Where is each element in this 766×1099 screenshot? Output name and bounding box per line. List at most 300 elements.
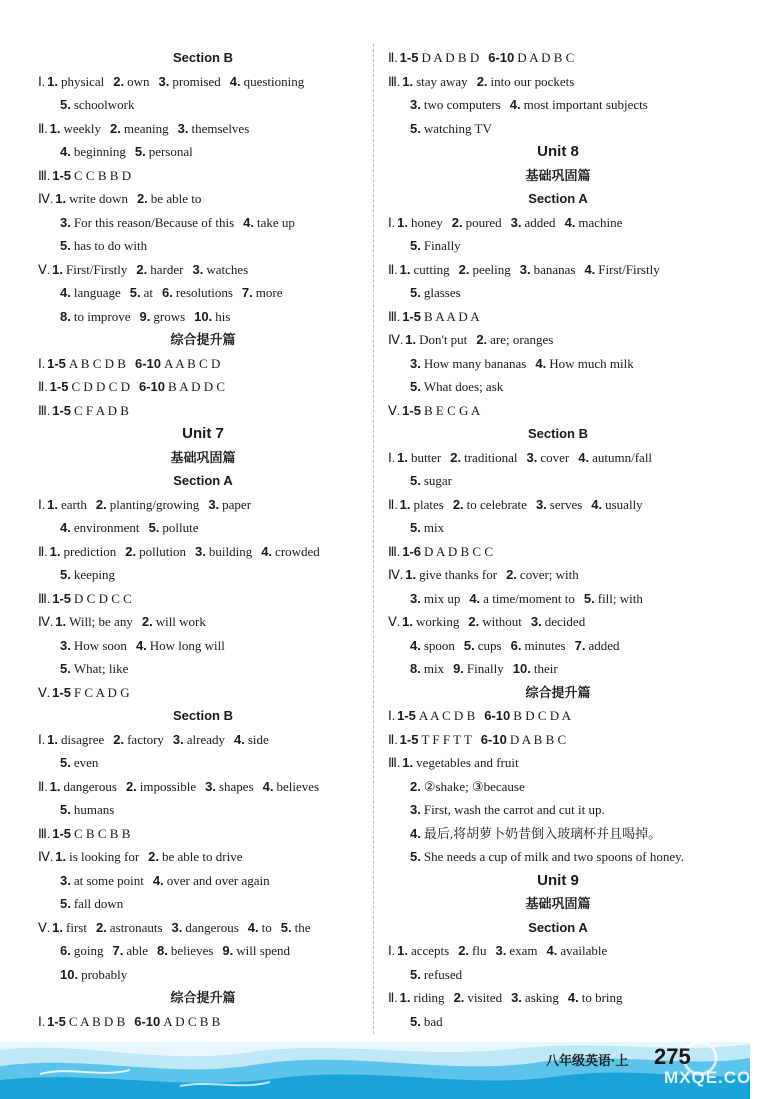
item-answer: added bbox=[588, 637, 620, 653]
item-number: 4. bbox=[509, 97, 521, 112]
answer-row bbox=[38, 802, 123, 818]
answer-row bbox=[38, 520, 208, 536]
item-answer: Don't put bbox=[419, 332, 468, 347]
answer-row bbox=[388, 497, 652, 513]
item-answer: plates bbox=[413, 496, 444, 512]
item-answer: grows bbox=[153, 308, 186, 324]
item-number: 5. bbox=[280, 919, 292, 935]
answer-item bbox=[453, 497, 527, 512]
item-number: 5. bbox=[410, 473, 421, 488]
answer-item bbox=[60, 215, 234, 230]
item-number: 1. bbox=[405, 567, 417, 582]
roman-numeral: Ⅰ. bbox=[38, 496, 46, 512]
answer-item bbox=[261, 544, 320, 559]
answer-item bbox=[52, 403, 129, 418]
answer-item bbox=[173, 732, 225, 747]
item-answer: humans bbox=[73, 802, 115, 817]
answer-item bbox=[402, 309, 479, 324]
section-heading: Section A bbox=[528, 919, 588, 935]
item-answer: ②shake; ③because bbox=[423, 778, 525, 794]
item-answer: already bbox=[186, 731, 226, 747]
roman-numeral: Ⅲ. bbox=[388, 755, 401, 770]
category-heading: 综合提升篇 bbox=[525, 684, 591, 700]
item-answer: cups bbox=[477, 637, 502, 653]
item-answer: probably bbox=[81, 966, 128, 982]
answer-row bbox=[388, 990, 632, 1006]
roman-numeral: Ⅲ. bbox=[38, 402, 51, 418]
answer-item bbox=[410, 661, 444, 676]
item-answer: T F F T T bbox=[421, 731, 472, 747]
answer-item bbox=[113, 732, 164, 747]
answer-item bbox=[531, 614, 585, 629]
item-answer: 最后,将胡萝卜奶昔倒入玻璃杯并且喝掉。 bbox=[423, 825, 662, 841]
roman-numeral: Ⅱ. bbox=[388, 261, 398, 277]
item-answer: D A D B C C bbox=[424, 543, 494, 559]
item-answer: pollution bbox=[139, 543, 187, 559]
item-answer: paper bbox=[222, 496, 252, 512]
answer-item bbox=[112, 943, 148, 958]
item-answer: How long will bbox=[149, 637, 225, 653]
answer-item bbox=[397, 450, 441, 465]
item-answer: A B C D B bbox=[68, 355, 126, 371]
answer-row bbox=[38, 1014, 229, 1030]
answer-row bbox=[388, 802, 614, 818]
item-number: 4. bbox=[535, 355, 547, 371]
item-answer: own bbox=[127, 73, 150, 89]
answer-row bbox=[388, 262, 669, 278]
answer-item bbox=[410, 520, 444, 535]
answer-item bbox=[136, 638, 225, 653]
roman-numeral: Ⅰ. bbox=[38, 355, 46, 371]
answer-item bbox=[47, 732, 104, 747]
item-number: 6. bbox=[60, 943, 71, 958]
answer-item bbox=[50, 779, 117, 794]
item-answer: refused bbox=[423, 966, 463, 982]
answer-item bbox=[205, 779, 254, 794]
answer-item bbox=[410, 826, 661, 841]
item-number: 4. bbox=[261, 543, 273, 559]
item-answer: A A B C D bbox=[164, 355, 221, 371]
answer-row bbox=[38, 544, 329, 560]
item-number: 6-10 bbox=[134, 1013, 161, 1029]
item-answer: B A A D A bbox=[424, 308, 480, 324]
item-answer: For this reason/Because of this bbox=[73, 214, 235, 230]
item-answer: mix up bbox=[423, 590, 461, 606]
roman-numeral: Ⅴ. bbox=[388, 402, 401, 418]
item-answer: D A D B C bbox=[517, 50, 575, 65]
answer-row bbox=[38, 896, 132, 912]
item-answer: available bbox=[560, 943, 608, 958]
answer-item bbox=[96, 920, 163, 935]
item-number: 10. bbox=[512, 661, 531, 676]
item-number: 7. bbox=[574, 637, 586, 653]
item-number: 4. bbox=[234, 731, 245, 747]
answer-row bbox=[388, 520, 453, 536]
roman-numeral: Ⅱ. bbox=[388, 731, 398, 747]
item-answer: planting/growing bbox=[109, 496, 200, 512]
answer-item bbox=[60, 873, 144, 888]
roman-numeral: Ⅲ. bbox=[388, 73, 401, 89]
item-answer: usually bbox=[605, 496, 643, 512]
item-number: 6-10 bbox=[480, 731, 507, 747]
item-answer: D C D C C bbox=[74, 590, 132, 606]
item-number: 1. bbox=[397, 449, 408, 465]
item-answer: over and over again bbox=[166, 872, 270, 888]
item-number: 3. bbox=[60, 214, 71, 230]
item-answer: beginning bbox=[73, 144, 126, 159]
answer-item bbox=[47, 356, 126, 371]
item-number: 1. bbox=[49, 778, 61, 794]
answer-item bbox=[60, 567, 115, 582]
item-number: 1. bbox=[402, 73, 414, 89]
answer-row bbox=[38, 661, 137, 677]
item-answer: two computers bbox=[423, 97, 501, 112]
item-number: 1-5 bbox=[52, 167, 72, 183]
answer-item bbox=[60, 802, 114, 817]
item-number: 1-5 bbox=[397, 708, 416, 723]
item-number: 1-5 bbox=[52, 402, 72, 418]
roman-numeral: Ⅰ. bbox=[38, 1013, 46, 1029]
item-answer: butter bbox=[410, 449, 442, 465]
item-number: 1. bbox=[399, 261, 411, 277]
item-number: 2. bbox=[113, 73, 125, 89]
item-number: 6-10 bbox=[138, 379, 165, 394]
answer-item bbox=[536, 497, 582, 512]
item-answer: be able to bbox=[150, 191, 202, 206]
answer-item bbox=[527, 450, 570, 465]
item-answer: mix bbox=[423, 661, 445, 676]
item-answer: to celebrate bbox=[466, 496, 527, 512]
item-number: 3. bbox=[510, 214, 522, 230]
item-answer: first bbox=[66, 919, 87, 935]
item-number: 1. bbox=[397, 214, 408, 230]
answer-row bbox=[388, 708, 580, 724]
item-number: 2. bbox=[453, 990, 465, 1005]
item-number: 5. bbox=[60, 567, 71, 582]
answer-row bbox=[388, 849, 693, 865]
answer-row bbox=[38, 215, 304, 231]
item-number: 5. bbox=[60, 896, 71, 911]
answer-row bbox=[38, 567, 124, 583]
item-number: 4. bbox=[546, 943, 558, 958]
answer-item bbox=[402, 403, 480, 418]
answer-item bbox=[575, 638, 620, 653]
roman-numeral: Ⅱ. bbox=[38, 120, 48, 136]
item-answer: to improve bbox=[73, 308, 131, 324]
category-heading: 综合提升篇 bbox=[170, 990, 236, 1005]
answer-item bbox=[584, 591, 643, 606]
item-answer: side bbox=[247, 731, 269, 747]
answer-item bbox=[47, 497, 87, 512]
answer-item bbox=[397, 708, 475, 723]
item-number: 5. bbox=[410, 849, 421, 864]
item-answer: exam bbox=[509, 943, 538, 958]
answer-item bbox=[405, 567, 497, 582]
answer-item bbox=[192, 262, 248, 277]
item-number: 3. bbox=[410, 590, 421, 606]
item-answer: visited bbox=[467, 990, 503, 1005]
item-number: 3. bbox=[535, 496, 547, 512]
book-title: 八年级英语·上 bbox=[546, 1053, 629, 1068]
item-number: 1-5 bbox=[52, 590, 72, 606]
item-answer: C B C B B bbox=[74, 825, 131, 841]
item-number: 2. bbox=[136, 191, 148, 206]
roman-numeral: Ⅲ. bbox=[38, 825, 51, 841]
item-number: 3. bbox=[171, 919, 183, 935]
item-answer: F C A D G bbox=[73, 684, 130, 700]
item-number: 4. bbox=[567, 990, 579, 1005]
answer-item bbox=[402, 74, 467, 89]
answer-item bbox=[568, 990, 623, 1005]
roman-numeral: Ⅳ. bbox=[38, 614, 54, 629]
answer-row bbox=[388, 332, 562, 348]
item-number: 4. bbox=[591, 496, 603, 512]
answer-item bbox=[60, 896, 123, 911]
answer-row bbox=[38, 144, 202, 160]
item-number: 1. bbox=[47, 73, 58, 89]
item-number: 3. bbox=[177, 120, 189, 136]
answer-row bbox=[38, 285, 291, 301]
category-heading: 基础巩固篇 bbox=[525, 167, 591, 183]
item-answer: Will; be any bbox=[69, 614, 133, 629]
roman-numeral: Ⅰ. bbox=[388, 214, 396, 230]
item-answer: traditional bbox=[464, 449, 518, 465]
answer-item bbox=[410, 591, 460, 606]
item-answer: watching TV bbox=[423, 120, 492, 136]
item-number: 3. bbox=[158, 73, 170, 89]
answer-item bbox=[47, 74, 104, 89]
item-answer: without bbox=[482, 614, 522, 629]
item-number: 5. bbox=[134, 144, 146, 159]
item-number: 4. bbox=[469, 590, 481, 606]
item-number: 1. bbox=[55, 191, 67, 206]
item-answer: will work bbox=[155, 614, 206, 629]
item-number: 1-5 bbox=[402, 308, 422, 324]
answer-item bbox=[234, 732, 269, 747]
answer-row bbox=[388, 450, 661, 466]
item-number: 1-5 bbox=[402, 402, 421, 418]
item-number: 4. bbox=[152, 872, 164, 888]
answer-item bbox=[52, 826, 130, 841]
item-number: 1-5 bbox=[52, 684, 71, 700]
answer-item bbox=[50, 121, 101, 136]
item-answer: C C B B D bbox=[74, 167, 132, 183]
answer-item bbox=[464, 638, 502, 653]
answer-row bbox=[38, 591, 141, 607]
answer-item bbox=[172, 920, 239, 935]
item-answer: themselves bbox=[191, 120, 250, 136]
item-answer: How many bananas bbox=[423, 355, 527, 371]
item-number: 3. bbox=[519, 261, 531, 277]
answer-row bbox=[38, 238, 156, 254]
item-number: 4. bbox=[564, 214, 576, 230]
item-answer: dangerous bbox=[63, 778, 117, 794]
item-answer: bad bbox=[423, 1013, 443, 1029]
item-answer: schoolwork bbox=[73, 97, 135, 112]
item-number: 2. bbox=[476, 332, 488, 347]
roman-numeral: Ⅳ. bbox=[38, 191, 54, 206]
answer-item bbox=[535, 356, 633, 371]
item-number: 6-10 bbox=[134, 355, 161, 371]
answer-item bbox=[126, 779, 196, 794]
item-number: 1. bbox=[55, 614, 67, 629]
item-answer: language bbox=[73, 285, 121, 300]
item-answer: weekly bbox=[63, 120, 102, 136]
item-answer: their bbox=[533, 661, 558, 676]
answer-item bbox=[584, 262, 659, 277]
item-answer: at some point bbox=[73, 872, 144, 888]
answer-row bbox=[38, 97, 144, 113]
item-answer: is looking for bbox=[69, 849, 140, 864]
answer-row bbox=[388, 97, 657, 113]
item-number: 4. bbox=[410, 637, 421, 653]
answer-item bbox=[52, 920, 87, 935]
answer-row bbox=[388, 403, 489, 419]
item-number: 1. bbox=[402, 755, 414, 770]
answer-row bbox=[388, 591, 652, 607]
answer-item bbox=[135, 144, 193, 159]
section-heading: Section B bbox=[528, 426, 588, 441]
answer-item bbox=[52, 168, 131, 183]
item-number: 1-5 bbox=[49, 379, 69, 394]
item-answer: C A B D B bbox=[68, 1013, 126, 1029]
answer-item bbox=[60, 144, 126, 159]
item-number: 4. bbox=[410, 825, 421, 841]
item-number: 2. bbox=[458, 261, 470, 277]
item-number: 1-5 bbox=[47, 1013, 66, 1029]
item-answer: keeping bbox=[73, 567, 115, 582]
item-answer: to bbox=[261, 919, 272, 935]
item-answer: fill; with bbox=[597, 590, 643, 606]
answer-item bbox=[96, 497, 199, 512]
answer-row bbox=[38, 685, 139, 701]
item-number: 3. bbox=[60, 637, 71, 653]
answer-item bbox=[142, 614, 206, 629]
roman-numeral: Ⅱ. bbox=[388, 50, 398, 65]
roman-numeral: Ⅰ. bbox=[388, 708, 396, 723]
roman-numeral: Ⅰ. bbox=[388, 943, 396, 958]
item-answer: shapes bbox=[218, 778, 254, 794]
answer-item bbox=[511, 990, 559, 1005]
roman-numeral: Ⅰ. bbox=[388, 449, 396, 465]
answer-row bbox=[38, 356, 229, 372]
item-answer: astronauts bbox=[109, 919, 163, 935]
item-number: 4. bbox=[243, 214, 254, 230]
item-number: 6-10 bbox=[488, 50, 515, 65]
item-answer: stay away bbox=[416, 73, 468, 89]
answer-item bbox=[157, 943, 213, 958]
item-answer: resolutions bbox=[175, 285, 233, 300]
roman-numeral: Ⅱ. bbox=[38, 543, 48, 559]
item-answer: personal bbox=[148, 144, 193, 159]
answer-row bbox=[38, 920, 320, 936]
answer-row bbox=[388, 215, 631, 231]
item-number: 4. bbox=[584, 261, 596, 277]
item-answer: working bbox=[416, 614, 460, 629]
item-answer: mix bbox=[423, 520, 445, 535]
answer-row bbox=[38, 638, 234, 654]
item-number: 3. bbox=[526, 449, 538, 465]
item-number: 3. bbox=[172, 731, 184, 747]
item-answer: pollute bbox=[162, 520, 199, 535]
answer-item bbox=[513, 661, 558, 676]
item-answer: crowded bbox=[275, 543, 320, 559]
item-number: 3. bbox=[410, 355, 421, 371]
roman-numeral: Ⅰ. bbox=[38, 73, 46, 89]
answer-item bbox=[565, 215, 623, 230]
answer-item bbox=[55, 614, 133, 629]
item-answer: C D D C D bbox=[71, 379, 130, 394]
item-number: 3. bbox=[495, 943, 507, 958]
item-answer: decided bbox=[544, 614, 586, 629]
answer-row bbox=[388, 309, 489, 325]
answer-item bbox=[410, 849, 684, 864]
item-number: 1. bbox=[52, 261, 63, 277]
answer-item bbox=[410, 379, 503, 394]
page-footer bbox=[0, 1036, 766, 1099]
item-number: 2. bbox=[141, 614, 153, 629]
answer-row bbox=[38, 262, 257, 278]
item-answer: honey bbox=[410, 214, 443, 230]
answer-item bbox=[405, 332, 467, 347]
answer-item bbox=[511, 215, 556, 230]
roman-numeral: Ⅴ. bbox=[38, 919, 51, 935]
item-number: 2. bbox=[125, 778, 137, 794]
item-number: 8. bbox=[410, 661, 421, 676]
answer-row bbox=[388, 473, 461, 489]
answer-row bbox=[38, 497, 260, 513]
item-number: 4. bbox=[60, 144, 71, 159]
answer-item bbox=[397, 215, 443, 230]
unit-heading: Unit 7 bbox=[182, 425, 224, 442]
item-answer: cover bbox=[540, 449, 570, 465]
item-number: 1. bbox=[47, 496, 58, 512]
answer-row bbox=[38, 755, 107, 771]
roman-numeral: Ⅲ. bbox=[38, 590, 51, 606]
answer-item bbox=[410, 473, 452, 488]
item-number: 5. bbox=[60, 661, 71, 676]
item-number: 3. bbox=[192, 261, 204, 277]
answer-item bbox=[469, 591, 575, 606]
answer-item bbox=[454, 990, 503, 1005]
item-number: 2. bbox=[148, 849, 159, 864]
item-number: 3. bbox=[195, 543, 206, 559]
item-number: 8. bbox=[60, 308, 71, 324]
answer-row bbox=[388, 356, 643, 372]
item-number: 5. bbox=[60, 238, 71, 253]
item-number: 2. bbox=[125, 543, 137, 559]
item-answer: bananas bbox=[533, 261, 576, 277]
item-number: 9. bbox=[453, 661, 464, 676]
item-number: 2. bbox=[450, 449, 462, 465]
item-answer: B D C D A bbox=[513, 708, 572, 723]
answer-item bbox=[410, 97, 501, 112]
answer-item bbox=[243, 215, 295, 230]
category-heading: 基础巩固篇 bbox=[170, 449, 236, 465]
answer-item bbox=[137, 191, 201, 206]
item-number: 1. bbox=[402, 614, 413, 629]
item-number: 5. bbox=[60, 97, 71, 112]
answer-row bbox=[388, 943, 616, 959]
item-number: 5. bbox=[410, 1013, 421, 1029]
answer-row bbox=[38, 873, 279, 889]
item-answer: First, wash the carrot and cut it up. bbox=[423, 802, 605, 817]
item-answer: What; like bbox=[73, 661, 129, 676]
item-number: 1. bbox=[405, 332, 417, 347]
item-number: 5. bbox=[410, 966, 421, 982]
item-number: 1. bbox=[49, 120, 61, 136]
answer-item bbox=[402, 614, 459, 629]
